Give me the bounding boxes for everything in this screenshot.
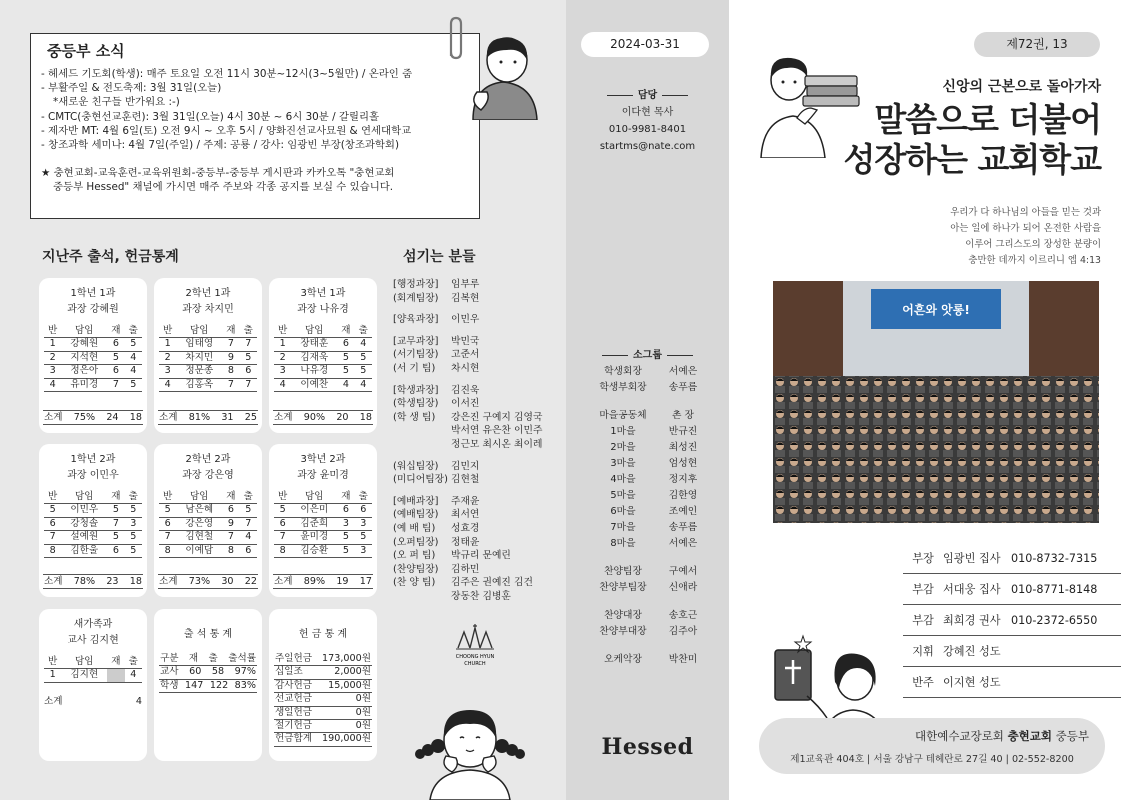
staff-list: [903, 543, 1121, 698]
hessed-logo: Hessed: [601, 734, 694, 760]
table-row: 2 김재욱 5 5: [274, 351, 372, 365]
table-row: 1 장태훈 6 4: [274, 338, 372, 352]
table-row: 선교헌금 0원: [274, 693, 372, 706]
staff-row: 부장 임광빈 집사 010-8732-7315: [903, 543, 1121, 574]
table-row: 1 강혜원 6 5: [44, 338, 142, 352]
volume-badge: 제72권, 13: [974, 32, 1100, 57]
right-panel: [729, 0, 1131, 800]
class-card: [269, 444, 377, 597]
list-item: 6마을 조예인: [610, 506, 698, 517]
servants-list: [행정과장] 임부루 (회계팀장) 김복현 [양육과장] 이민우 [교무과장] 박민국 (서기팀장) 고준서 (서 기 팀) 차시현 [학생과장] 김진욱 (학생팀장) 이서진 (학 생 팀) 강은진 구예지 김영국 박서연 유은찬 이민주 정근모 최시온 최이레 (워십팀장) 김민지 (미디어팀장) 김현철 [예배과장] 주재윤 (예배팀장) 최서연 (예 배 팀) 성효경 (오퍼팀장) 정태윤 (오 퍼 팀) 박규리 문예린 (찬양팀장) 김하민 (찬 양 팀) 김주은 권예진 김건 장동찬 김병훈: [393, 279, 543, 602]
pastor-name: 이다현 목사: [621, 107, 674, 118]
staff-row: 지휘 강혜진 성도: [903, 636, 1121, 667]
news-line: - 창조과학 세미나: 4월 7일(주일) / 주제: 공룡 / 강사: 임광빈 부장(창조과학회): [41, 139, 400, 152]
smallgroup-label: 소그룹: [566, 346, 729, 361]
list-item: 1마을 반규진: [610, 426, 698, 437]
servants-title: 섬기는 분들: [403, 249, 476, 265]
table-row: 3 정문종 8 6: [159, 365, 257, 379]
th: 재: [107, 324, 124, 338]
news-notice: 중등부 Hessed" 채널에 가시면 매주 주보와 각종 공지를 보실 수 있습니다.: [53, 181, 394, 194]
table-row: 주일헌금 173,000원: [274, 653, 372, 666]
class-leader: 과장 이민우: [67, 470, 119, 481]
list-item: 찬양대장 송호근: [604, 610, 698, 621]
table-row: 학생 147 122 83%: [159, 680, 257, 693]
svg-text:CHOONG HYUN: CHOONG HYUN: [455, 654, 495, 660]
table-row: 감사헌금 15,000원: [274, 680, 372, 693]
news-notice: ★ 충현교회-교육훈련-교육위원회-중등부-중등부 게시판과 카카오톡 "충현교회: [41, 167, 395, 180]
class-leader: 과장 윤미경: [297, 470, 349, 481]
class-table: 반 담임 재 출 5 이민우 5 5 6 강청솔 7 3 7 설예원 5 5 8 김한울 6 5: [44, 490, 142, 558]
list-item: 찬양부대장 김주아: [599, 626, 698, 637]
footer-church-name: 대한예수교장로회 충현교회 중등부: [915, 729, 1089, 743]
group-photo-image: [773, 281, 1099, 523]
subtitle: 신앙의 근본으로 돌아가자: [942, 79, 1101, 95]
main-title-line: 말씀으로 더불어: [874, 100, 1101, 139]
class-name: 2학년 2과: [185, 454, 231, 465]
attendance-title: 지난주 출석, 헌금통계: [42, 249, 179, 265]
footer-address: 제1교육관 404호 | 서울 강남구 테헤란로 27길 40 | 02-552-8200: [790, 754, 1074, 765]
table-row: 8 김한울 6 5: [44, 544, 142, 558]
table-row: 생일헌금 0원: [274, 707, 372, 720]
pastor-label: 담당: [566, 86, 729, 101]
table-row: 1 임태영 7 7: [159, 338, 257, 352]
class-leader: 과장 차지민: [182, 304, 234, 315]
table-row: 3 정은아 6 4: [44, 365, 142, 379]
news-box: [30, 33, 480, 219]
list-item: 4마을 정지후: [610, 474, 698, 485]
class-name: 1학년 1과: [70, 288, 116, 299]
table-row: 5 이은미 6 6: [274, 504, 372, 518]
subtotal-row: 소계 78% 23 18: [44, 576, 142, 587]
list-item: 오케악장 박찬미: [604, 654, 698, 665]
list-item: 3마을 엄성현: [610, 458, 698, 469]
class-card: [269, 278, 377, 433]
class-name: 3학년 1과: [300, 288, 346, 299]
list-item: 7마을 송푸름: [610, 522, 698, 533]
list-item: 5마을 김한영: [610, 490, 698, 501]
news-title: 중등부 소식: [47, 42, 125, 60]
bible-verse: 우리가 다 하나님의 아들을 믿는 것과 아는 일에 하나가 되어 온전한 사람을 이루어 그리스도의 장성한 분량이 충만한 데까지 이르리니 엡 4:13: [950, 207, 1101, 266]
subtotal-row: 소계 90% 20 18: [274, 412, 372, 423]
date-badge: 2024-03-31: [581, 32, 709, 57]
middle-panel: [566, 0, 729, 800]
table-row: 7 설예원 5 5: [44, 531, 142, 545]
staff-row: 반주 이지현 성도: [903, 667, 1121, 698]
staff-row: 부감 최희경 권사 010-2372-6550: [903, 605, 1121, 636]
pastor-phone: 010-9981-8401: [608, 124, 687, 135]
offering-stats-title: 헌 금 통 계: [298, 629, 348, 640]
class-card: [39, 444, 147, 597]
main-title: [843, 100, 1101, 180]
table-row: 2 지석현 5 4: [44, 351, 142, 365]
class-card: [154, 278, 262, 433]
table-row: 2 차지민 9 5: [159, 351, 257, 365]
person-illustration-icon: [463, 30, 543, 120]
footer: [759, 718, 1105, 774]
subtotal-row: 소계 4: [44, 696, 142, 707]
subtotal-row: 소계 89% 19 17: [274, 576, 372, 587]
subtotal-row: 소계 73% 30 22: [159, 576, 257, 587]
news-line: - 제자반 MT: 4월 6일(토) 오전 9시 ~ 오후 5시 / 양화진선교사묘원 & 연세대학교: [41, 124, 412, 137]
news-line: - CMTC(충현선교훈련): 3월 31일(오늘) 4시 30분 ~ 6시 30분 / 갈릴리홀: [41, 110, 380, 123]
list-item: 8마을 서예은: [610, 538, 698, 549]
class-name: 새가족과: [73, 619, 113, 630]
table-row: 4 유미경 7 5: [44, 378, 142, 392]
table-row: 4 김홍옥 7 7: [159, 378, 257, 392]
main-title-line: 성장하는 교회학교: [843, 140, 1101, 179]
table-row: 1 김지현 4: [44, 669, 142, 683]
list-item: 찬양부팀장 신애라: [599, 582, 698, 593]
class-table: 반 담임 재 출 5 이은미 6 6 6 김준희 3 3 7 윤미경 5 5 8 김승환 5 3: [274, 490, 372, 558]
table-row: 8 이예담 8 6: [159, 544, 257, 558]
class-table: [44, 324, 142, 392]
attendance-stats-table: 구분 재 출 출석률 교사 60 58 97% 학생 147 122 83%: [159, 653, 257, 693]
girl-illustration-icon: [410, 700, 530, 800]
smallgroup-list: [592, 364, 712, 680]
subtotal-row: 소계 81% 31 25: [159, 412, 257, 423]
table-row: 6 강청솔 7 3: [44, 517, 142, 531]
svg-text:CHURCH: CHURCH: [464, 661, 486, 667]
list-item: 학생부회장 송푸름: [599, 382, 698, 393]
class-name: 1학년 2과: [70, 454, 116, 465]
class-leader: 교사 김지현: [67, 635, 119, 646]
class-leader: 과장 강은영: [182, 470, 234, 481]
class-card: [39, 278, 147, 433]
class-leader: 과장 나유경: [297, 304, 349, 315]
table-row: 6 김준희 3 3: [274, 517, 372, 531]
class-table: 반 담임 재 출 1 임태영 7 7 2 차지민 9 5 3 정문종 8 6 4 김홍옥 7 7: [159, 324, 257, 392]
table-row: 7 윤미경 5 5: [274, 531, 372, 545]
news-line: - 헤세드 기도회(학생): 매주 토요일 오전 11시 30분~12시(3~5월만) / 온라인 줌: [41, 68, 413, 80]
class-card: [39, 609, 147, 761]
news-line: - 부활주일 & 전도축제: 3월 31일(오늘): [41, 82, 222, 95]
table-row: 5 남은혜 6 5: [159, 504, 257, 518]
news-line: *새로운 친구들 반가워요 :-): [53, 96, 180, 109]
list-item: 학생회장 서예은: [604, 366, 698, 377]
list-item: 찬양팀장 구예서: [604, 566, 698, 577]
attendance-stats-title: 출 석 통 계: [183, 629, 233, 640]
svg-text:어흔와 앗롱!: 어흔와 앗롱!: [902, 303, 970, 317]
subtotal-row: 소계 75% 24 18: [44, 412, 142, 423]
th: 담임: [61, 324, 107, 338]
table-row: 7 김현철 7 4: [159, 531, 257, 545]
offering-stats-card: [269, 609, 377, 761]
group-photo: [773, 281, 1099, 523]
table-row: 3 나유경 5 5: [274, 365, 372, 379]
th: 출: [125, 324, 142, 338]
pastor-email: startms@nate.com: [599, 141, 696, 152]
list-item: 2마을 최성진: [610, 442, 698, 453]
attendance-stats-card: [154, 609, 262, 761]
table-row: 헌금합계 190,000원: [274, 733, 372, 746]
th: 반: [44, 324, 61, 338]
table-row: 절기헌금 0원: [274, 720, 372, 733]
class-card: [154, 444, 262, 597]
class-table: 반 담임 재 출 1 장태훈 6 4 2 김재욱 5 5 3 나유경 5 5 4 이예찬 4 4: [274, 324, 372, 392]
class-name: 3학년 2과: [300, 454, 346, 465]
class-table: 반 담임 재 출 5 남은혜 6 5 6 강은영 9 7 7 김현철 7 4 8 이예담 8 6: [159, 490, 257, 558]
table-row: 4 이예찬 4 4: [274, 378, 372, 392]
class-leader: 과장 강혜원: [67, 304, 119, 315]
class-table: 반 담임 재 출 1 김지현 4: [44, 655, 142, 683]
church-logo-icon: [450, 622, 500, 672]
table-row: 십일조 2,000원: [274, 666, 372, 679]
table-row: 6 강은영 9 7: [159, 517, 257, 531]
table-row: 5 이민우 5 5: [44, 504, 142, 518]
class-name: 2학년 1과: [185, 288, 231, 299]
table-row: 8 김승환 5 3: [274, 544, 372, 558]
table-row: 교사 60 58 97%: [159, 666, 257, 679]
offering-stats-table: [274, 653, 372, 747]
staff-row: 부감 서대웅 집사 010-8771-8148: [903, 574, 1121, 605]
list-item: 마을공동체 촌 장: [599, 410, 695, 421]
